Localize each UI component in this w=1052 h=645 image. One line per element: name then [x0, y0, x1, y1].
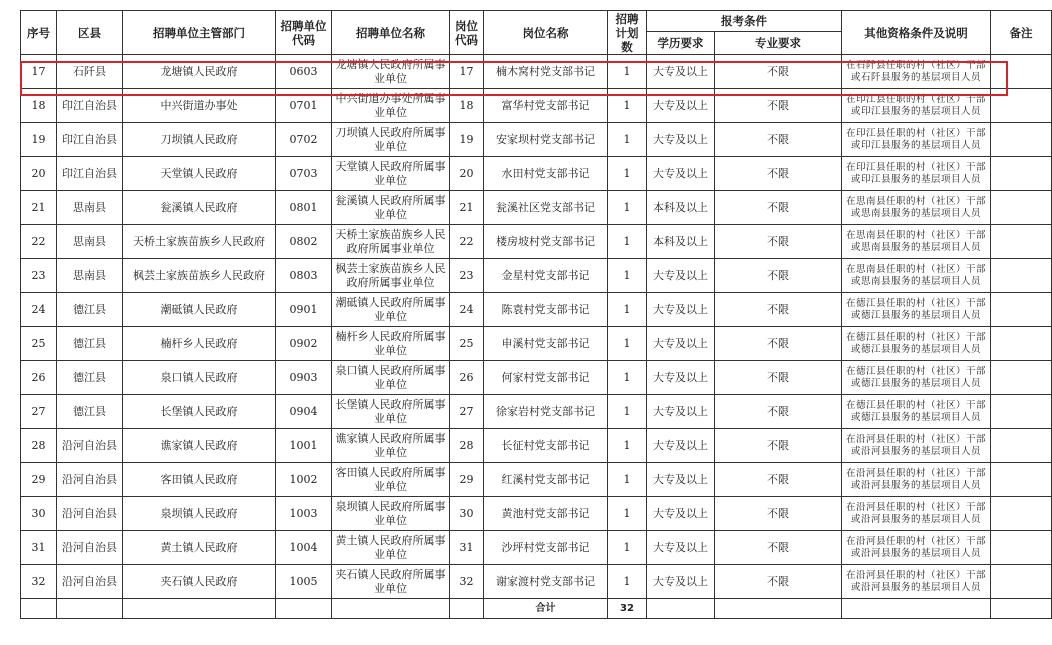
cell-unit-name: 楠杆乡人民政府所属事业单位	[332, 327, 450, 361]
cell-post-name: 长征村党支部书记	[484, 429, 608, 463]
cell-unit-name: 龙塘镇人民政府所属事业单位	[332, 55, 450, 89]
cell-remark	[991, 463, 1052, 497]
cell-post-code: 30	[450, 497, 484, 531]
table-row	[21, 531, 1052, 565]
cell-major: 不限	[715, 259, 842, 293]
cell-edu: 大专及以上	[647, 565, 715, 599]
cell-post-code: 23	[450, 259, 484, 293]
cell-plan: 1	[608, 327, 647, 361]
cell-other: 在思南县任职的村（社区）干部或思南县服务的基层项目人员	[842, 259, 991, 293]
cell-remark	[991, 327, 1052, 361]
cell-unit-code: 1004	[276, 531, 332, 565]
cell-post-name: 徐家岩村党支部书记	[484, 395, 608, 429]
cell-edu: 大专及以上	[647, 157, 715, 191]
cell-remark	[991, 565, 1052, 599]
cell-unit-code: 0901	[276, 293, 332, 327]
cell-other: 在沿河县任职的村（社区）干部或沿河县服务的基层项目人员	[842, 429, 991, 463]
cell-post-name: 金星村党支部书记	[484, 259, 608, 293]
cell-county: 德江县	[57, 327, 123, 361]
table-row	[21, 55, 1052, 89]
cell-plan: 1	[608, 293, 647, 327]
total-empty	[647, 599, 715, 619]
cell-post-name: 申溪村党支部书记	[484, 327, 608, 361]
cell-dept: 泉坝镇人民政府	[123, 497, 276, 531]
header-plan: 招聘计划数	[608, 11, 647, 55]
table-row	[21, 259, 1052, 293]
cell-plan: 1	[608, 361, 647, 395]
cell-major: 不限	[715, 395, 842, 429]
cell-unit-name: 天堂镇人民政府所属事业单位	[332, 157, 450, 191]
cell-unit-code: 1003	[276, 497, 332, 531]
cell-unit-name: 黄土镇人民政府所属事业单位	[332, 531, 450, 565]
recruitment-table	[20, 10, 1052, 619]
cell-seq: 32	[21, 565, 57, 599]
cell-dept: 龙塘镇人民政府	[123, 55, 276, 89]
cell-remark	[991, 293, 1052, 327]
cell-dept: 天桥土家族苗族乡人民政府	[123, 225, 276, 259]
cell-unit-name: 泉口镇人民政府所属事业单位	[332, 361, 450, 395]
cell-county: 印江自治县	[57, 123, 123, 157]
cell-seq: 19	[21, 123, 57, 157]
cell-plan: 1	[608, 259, 647, 293]
cell-remark	[991, 157, 1052, 191]
cell-county: 沿河自治县	[57, 531, 123, 565]
cell-other: 在印江县任职的村（社区）干部或印江县服务的基层项目人员	[842, 157, 991, 191]
cell-county: 印江自治县	[57, 89, 123, 123]
table-row	[21, 293, 1052, 327]
cell-edu: 大专及以上	[647, 429, 715, 463]
cell-seq: 28	[21, 429, 57, 463]
cell-unit-code: 0904	[276, 395, 332, 429]
cell-seq: 18	[21, 89, 57, 123]
cell-unit-code: 0803	[276, 259, 332, 293]
cell-unit-code: 1001	[276, 429, 332, 463]
cell-unit-code: 0902	[276, 327, 332, 361]
cell-plan: 1	[608, 429, 647, 463]
header-major: 专业要求	[715, 32, 842, 55]
cell-post-name: 楼房坡村党支部书记	[484, 225, 608, 259]
cell-post-name: 红溪村党支部书记	[484, 463, 608, 497]
cell-post-name: 安家坝村党支部书记	[484, 123, 608, 157]
total-empty	[450, 599, 484, 619]
cell-plan: 1	[608, 123, 647, 157]
cell-major: 不限	[715, 531, 842, 565]
cell-dept: 客田镇人民政府	[123, 463, 276, 497]
cell-post-code: 25	[450, 327, 484, 361]
cell-plan: 1	[608, 497, 647, 531]
cell-dept: 谯家镇人民政府	[123, 429, 276, 463]
table-row	[21, 157, 1052, 191]
cell-unit-code: 0903	[276, 361, 332, 395]
table-row	[21, 327, 1052, 361]
recruitment-table-sheet	[20, 10, 1052, 619]
cell-major: 不限	[715, 123, 842, 157]
cell-remark	[991, 259, 1052, 293]
total-empty	[123, 599, 276, 619]
cell-post-name: 何家村党支部书记	[484, 361, 608, 395]
header-post-code: 岗位代码	[450, 11, 484, 55]
cell-seq: 31	[21, 531, 57, 565]
cell-major: 不限	[715, 497, 842, 531]
cell-edu: 大专及以上	[647, 259, 715, 293]
cell-dept: 长堡镇人民政府	[123, 395, 276, 429]
cell-post-code: 31	[450, 531, 484, 565]
cell-post-code: 26	[450, 361, 484, 395]
header-other: 其他资格条件及说明	[842, 11, 991, 55]
cell-dept: 楠杆乡人民政府	[123, 327, 276, 361]
cell-other: 在德江县任职的村（社区）干部或德江县服务的基层项目人员	[842, 327, 991, 361]
table-row	[21, 429, 1052, 463]
cell-other: 在沿河县任职的村（社区）干部或沿河县服务的基层项目人员	[842, 463, 991, 497]
cell-edu: 本科及以上	[647, 225, 715, 259]
cell-unit-code: 0801	[276, 191, 332, 225]
cell-major: 不限	[715, 361, 842, 395]
total-row	[21, 599, 1052, 619]
cell-edu: 大专及以上	[647, 89, 715, 123]
cell-post-name: 沙坪村党支部书记	[484, 531, 608, 565]
cell-seq: 20	[21, 157, 57, 191]
cell-county: 印江自治县	[57, 157, 123, 191]
cell-post-code: 32	[450, 565, 484, 599]
cell-edu: 大专及以上	[647, 327, 715, 361]
total-value: 32	[608, 599, 647, 619]
table-row	[21, 123, 1052, 157]
cell-major: 不限	[715, 463, 842, 497]
cell-post-code: 22	[450, 225, 484, 259]
cell-major: 不限	[715, 89, 842, 123]
cell-post-name: 楠木窝村党支部书记	[484, 55, 608, 89]
cell-other: 在德江县任职的村（社区）干部或德江县服务的基层项目人员	[842, 395, 991, 429]
cell-unit-code: 0701	[276, 89, 332, 123]
table-row	[21, 497, 1052, 531]
cell-county: 思南县	[57, 191, 123, 225]
cell-plan: 1	[608, 89, 647, 123]
cell-other: 在印江县任职的村（社区）干部或印江县服务的基层项目人员	[842, 123, 991, 157]
header-remark: 备注	[991, 11, 1052, 55]
cell-seq: 29	[21, 463, 57, 497]
cell-remark	[991, 395, 1052, 429]
cell-remark	[991, 497, 1052, 531]
cell-major: 不限	[715, 191, 842, 225]
cell-post-name: 陈袁村党支部书记	[484, 293, 608, 327]
cell-unit-name: 潮砥镇人民政府所属事业单位	[332, 293, 450, 327]
cell-unit-name: 夹石镇人民政府所属事业单位	[332, 565, 450, 599]
cell-remark	[991, 191, 1052, 225]
cell-unit-code: 0703	[276, 157, 332, 191]
cell-seq: 30	[21, 497, 57, 531]
header-unit-name: 招聘单位名称	[332, 11, 450, 55]
cell-seq: 21	[21, 191, 57, 225]
cell-unit-name: 刀坝镇人民政府所属事业单位	[332, 123, 450, 157]
cell-plan: 1	[608, 225, 647, 259]
cell-edu: 大专及以上	[647, 123, 715, 157]
cell-county: 沿河自治县	[57, 497, 123, 531]
header-post-name: 岗位名称	[484, 11, 608, 55]
total-empty	[332, 599, 450, 619]
cell-county: 思南县	[57, 225, 123, 259]
cell-edu: 大专及以上	[647, 531, 715, 565]
cell-other: 在印江县任职的村（社区）干部或印江县服务的基层项目人员	[842, 89, 991, 123]
cell-edu: 大专及以上	[647, 55, 715, 89]
cell-unit-code: 1005	[276, 565, 332, 599]
cell-edu: 大专及以上	[647, 463, 715, 497]
table-row	[21, 89, 1052, 123]
cell-unit-code: 1002	[276, 463, 332, 497]
cell-edu: 本科及以上	[647, 191, 715, 225]
cell-seq: 27	[21, 395, 57, 429]
cell-post-code: 17	[450, 55, 484, 89]
table-row	[21, 395, 1052, 429]
cell-other: 在沿河县任职的村（社区）干部或沿河县服务的基层项目人员	[842, 531, 991, 565]
cell-major: 不限	[715, 293, 842, 327]
cell-other: 在德江县任职的村（社区）干部或德江县服务的基层项目人员	[842, 293, 991, 327]
cell-post-name: 黄池村党支部书记	[484, 497, 608, 531]
header-dept: 招聘单位主管部门	[123, 11, 276, 55]
cell-other: 在石阡县任职的村（社区）干部或石阡县服务的基层项目人员	[842, 55, 991, 89]
cell-dept: 中兴街道办事处	[123, 89, 276, 123]
total-label: 合计	[484, 599, 608, 619]
cell-post-code: 18	[450, 89, 484, 123]
total-empty	[842, 599, 991, 619]
cell-county: 沿河自治县	[57, 565, 123, 599]
table-row	[21, 191, 1052, 225]
cell-plan: 1	[608, 565, 647, 599]
cell-post-code: 19	[450, 123, 484, 157]
cell-plan: 1	[608, 531, 647, 565]
cell-edu: 大专及以上	[647, 497, 715, 531]
cell-county: 德江县	[57, 395, 123, 429]
header-seq: 序号	[21, 11, 57, 55]
cell-major: 不限	[715, 225, 842, 259]
cell-unit-name: 瓮溪镇人民政府所属事业单位	[332, 191, 450, 225]
cell-post-code: 29	[450, 463, 484, 497]
cell-dept: 枫芸土家族苗族乡人民政府	[123, 259, 276, 293]
header-edu: 学历要求	[647, 32, 715, 55]
cell-seq: 25	[21, 327, 57, 361]
cell-remark	[991, 89, 1052, 123]
cell-edu: 大专及以上	[647, 293, 715, 327]
total-empty	[715, 599, 842, 619]
header-conditions: 报考条件	[647, 11, 842, 32]
cell-unit-code: 0702	[276, 123, 332, 157]
cell-county: 思南县	[57, 259, 123, 293]
cell-post-code: 24	[450, 293, 484, 327]
cell-seq: 23	[21, 259, 57, 293]
cell-dept: 天堂镇人民政府	[123, 157, 276, 191]
cell-county: 沿河自治县	[57, 429, 123, 463]
cell-unit-code: 0802	[276, 225, 332, 259]
cell-plan: 1	[608, 191, 647, 225]
cell-unit-name: 泉坝镇人民政府所属事业单位	[332, 497, 450, 531]
cell-major: 不限	[715, 565, 842, 599]
cell-other: 在思南县任职的村（社区）干部或思南县服务的基层项目人员	[842, 225, 991, 259]
cell-county: 德江县	[57, 361, 123, 395]
cell-unit-name: 谯家镇人民政府所属事业单位	[332, 429, 450, 463]
cell-post-code: 27	[450, 395, 484, 429]
table-row	[21, 361, 1052, 395]
cell-unit-name: 中兴街道办事处所属事业单位	[332, 89, 450, 123]
cell-other: 在沿河县任职的村（社区）干部或沿河县服务的基层项目人员	[842, 497, 991, 531]
cell-unit-name: 长堡镇人民政府所属事业单位	[332, 395, 450, 429]
cell-dept: 夹石镇人民政府	[123, 565, 276, 599]
cell-remark	[991, 225, 1052, 259]
header-county: 区县	[57, 11, 123, 55]
cell-seq: 24	[21, 293, 57, 327]
cell-plan: 1	[608, 157, 647, 191]
cell-county: 德江县	[57, 293, 123, 327]
cell-other: 在沿河县任职的村（社区）干部或沿河县服务的基层项目人员	[842, 565, 991, 599]
cell-remark	[991, 55, 1052, 89]
cell-dept: 刀坝镇人民政府	[123, 123, 276, 157]
cell-post-name: 瓮溪社区党支部书记	[484, 191, 608, 225]
cell-dept: 潮砥镇人民政府	[123, 293, 276, 327]
cell-unit-name: 枫芸土家族苗族乡人民政府所属事业单位	[332, 259, 450, 293]
total-empty	[57, 599, 123, 619]
cell-other: 在思南县任职的村（社区）干部或思南县服务的基层项目人员	[842, 191, 991, 225]
table-row	[21, 463, 1052, 497]
cell-edu: 大专及以上	[647, 395, 715, 429]
cell-other: 在德江县任职的村（社区）干部或德江县服务的基层项目人员	[842, 361, 991, 395]
cell-post-name: 富华村党支部书记	[484, 89, 608, 123]
cell-unit-code: 0603	[276, 55, 332, 89]
cell-remark	[991, 429, 1052, 463]
cell-remark	[991, 123, 1052, 157]
cell-edu: 大专及以上	[647, 361, 715, 395]
cell-plan: 1	[608, 55, 647, 89]
header-unit-code: 招聘单位代码	[276, 11, 332, 55]
cell-major: 不限	[715, 157, 842, 191]
table-row	[21, 565, 1052, 599]
cell-county: 石阡县	[57, 55, 123, 89]
cell-post-name: 水田村党支部书记	[484, 157, 608, 191]
cell-plan: 1	[608, 395, 647, 429]
cell-dept: 黄土镇人民政府	[123, 531, 276, 565]
cell-unit-name: 天桥土家族苗族乡人民政府所属事业单位	[332, 225, 450, 259]
cell-post-code: 21	[450, 191, 484, 225]
cell-dept: 泉口镇人民政府	[123, 361, 276, 395]
cell-unit-name: 客田镇人民政府所属事业单位	[332, 463, 450, 497]
cell-major: 不限	[715, 429, 842, 463]
cell-post-name: 谢家渡村党支部书记	[484, 565, 608, 599]
cell-post-code: 20	[450, 157, 484, 191]
cell-major: 不限	[715, 55, 842, 89]
cell-post-code: 28	[450, 429, 484, 463]
cell-seq: 17	[21, 55, 57, 89]
total-empty	[21, 599, 57, 619]
total-empty	[276, 599, 332, 619]
cell-seq: 26	[21, 361, 57, 395]
cell-major: 不限	[715, 327, 842, 361]
cell-remark	[991, 531, 1052, 565]
table-row	[21, 225, 1052, 259]
cell-remark	[991, 361, 1052, 395]
cell-dept: 瓮溪镇人民政府	[123, 191, 276, 225]
cell-plan: 1	[608, 463, 647, 497]
cell-seq: 22	[21, 225, 57, 259]
cell-county: 沿河自治县	[57, 463, 123, 497]
total-empty	[991, 599, 1052, 619]
